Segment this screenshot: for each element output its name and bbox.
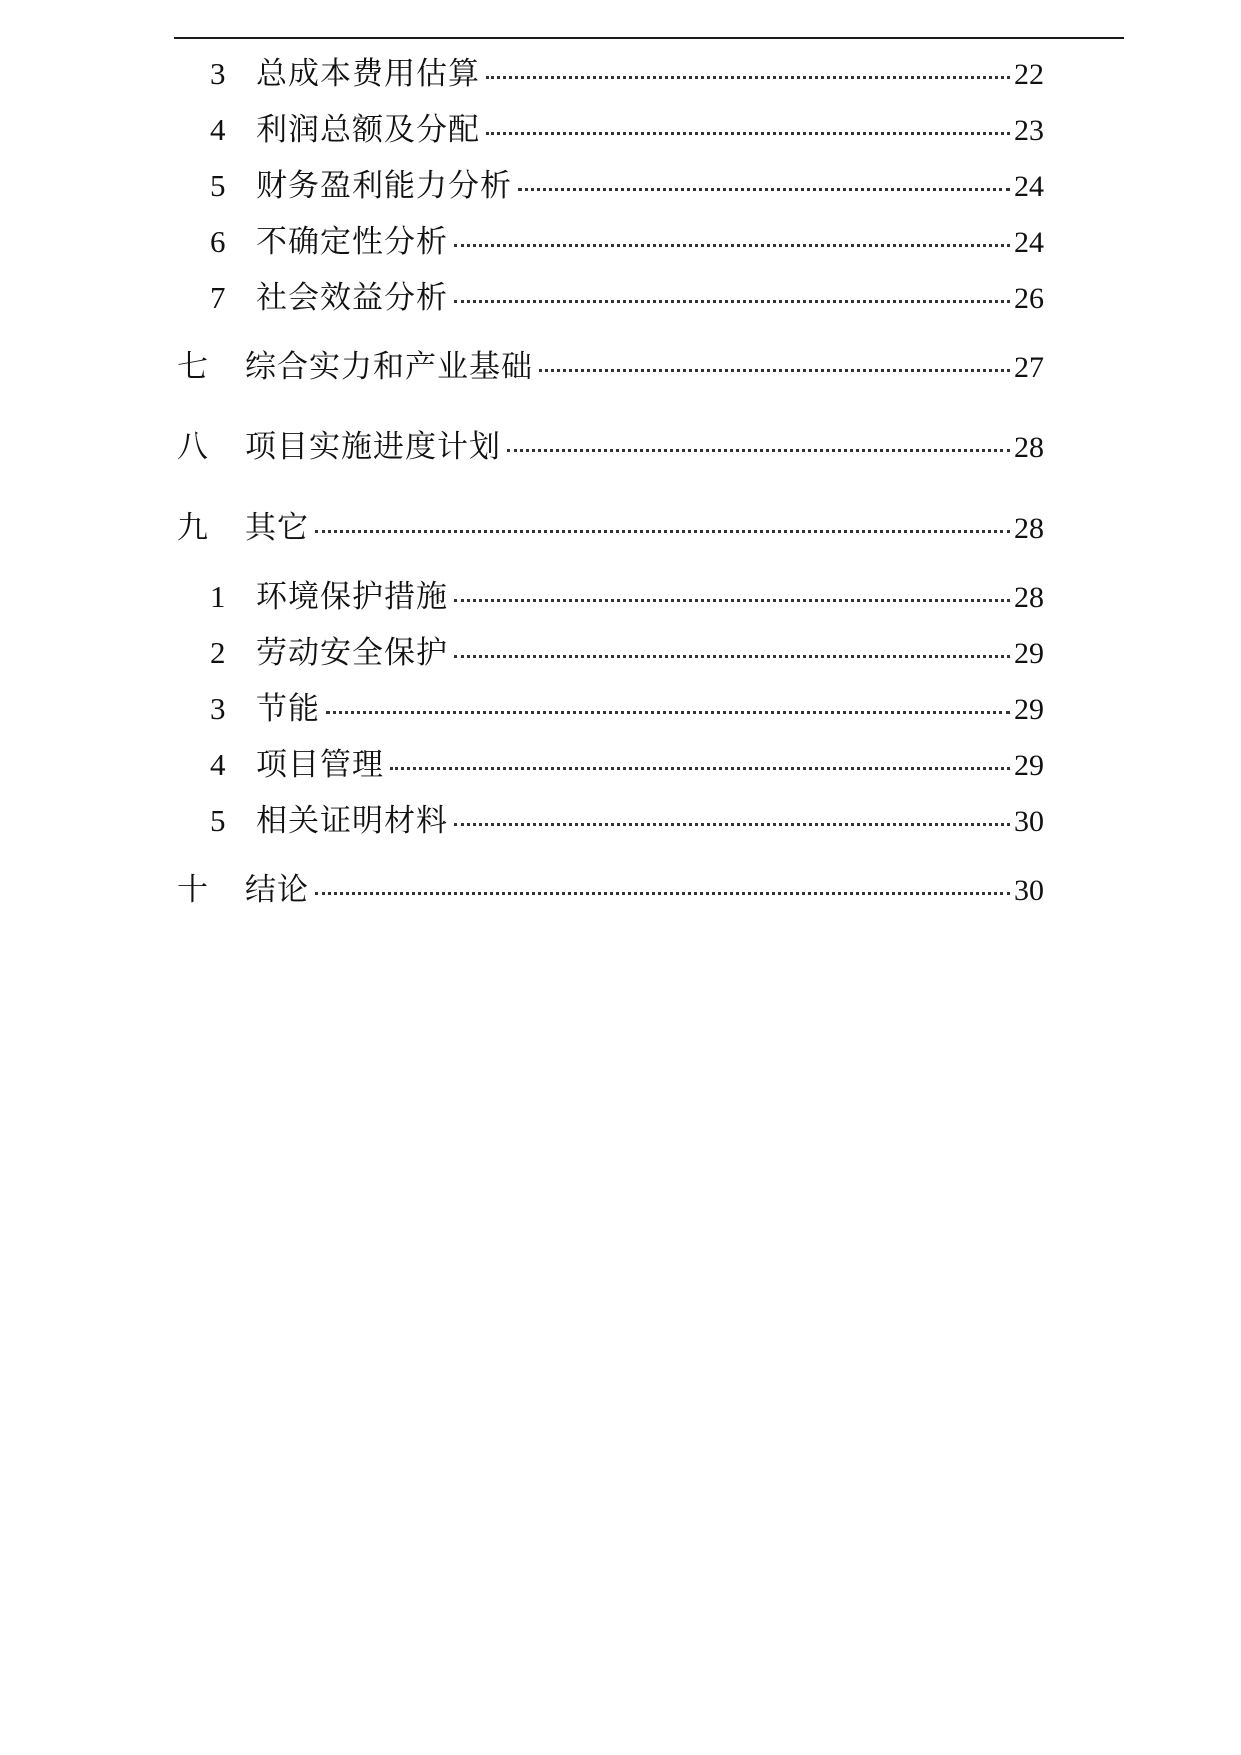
toc-dot-leader: [390, 767, 1010, 770]
toc-entry-title: 相关证明材料: [256, 803, 448, 839]
toc-entry-title: 社会效益分析: [256, 280, 448, 316]
toc-entry-page: 28: [1014, 431, 1044, 464]
toc-entry[interactable]: [210, 104, 1044, 154]
toc-entry[interactable]: [177, 864, 1044, 914]
toc-entry-number: 4: [210, 112, 226, 147]
toc-dot-leader: [518, 188, 1010, 191]
toc-entry[interactable]: [210, 571, 1044, 621]
toc-dot-leader: [507, 449, 1010, 452]
toc-entry[interactable]: [210, 216, 1044, 266]
toc-entry-title: 总成本费用估算: [256, 56, 480, 92]
toc-entry-number: 3: [210, 56, 226, 91]
toc-dot-leader: [454, 823, 1010, 826]
toc-entry[interactable]: [177, 341, 1044, 391]
toc-entry-number: 4: [210, 747, 226, 782]
toc-entry-title: 项目管理: [256, 747, 384, 783]
toc-entry-number: 5: [210, 168, 226, 203]
toc-entry-page: 26: [1014, 282, 1044, 315]
toc-entry[interactable]: [210, 683, 1044, 733]
toc-entry-number: 九: [177, 510, 208, 546]
toc-entry[interactable]: [210, 272, 1044, 322]
toc-entry-page: 30: [1014, 874, 1044, 907]
toc-entry-title: 财务盈利能力分析: [256, 168, 512, 204]
toc-entry-page: 29: [1014, 749, 1044, 782]
toc-entry-number: 2: [210, 635, 226, 670]
toc-dot-leader: [539, 369, 1010, 372]
toc-entry-number: 1: [210, 579, 226, 614]
toc-entry-title: 结论: [245, 872, 309, 908]
toc-entry-title: 不确定性分析: [256, 224, 448, 260]
toc-entry-page: 27: [1014, 351, 1044, 384]
toc-entry[interactable]: [210, 160, 1044, 210]
toc-entry-number: 十: [177, 872, 208, 908]
toc-entry[interactable]: [177, 421, 1044, 471]
toc-entry-page: 30: [1014, 805, 1044, 838]
toc-entry-page: 28: [1014, 512, 1044, 545]
toc-entry-number: 7: [210, 280, 226, 315]
header-rule: [174, 37, 1124, 39]
toc-entry-title: 项目实施进度计划: [245, 429, 501, 465]
toc-entry[interactable]: [177, 502, 1044, 552]
toc-entry[interactable]: [210, 795, 1044, 845]
toc-dot-leader: [486, 76, 1010, 79]
toc-dot-leader: [454, 300, 1010, 303]
toc-dot-leader: [454, 599, 1010, 602]
toc-entry-title: 其它: [245, 510, 309, 546]
toc-dot-leader: [326, 711, 1010, 714]
toc-dot-leader: [454, 244, 1010, 247]
toc-entry-title: 节能: [256, 691, 320, 727]
toc-dot-leader: [486, 132, 1010, 135]
toc-entry-number: 3: [210, 691, 226, 726]
toc-dot-leader: [454, 655, 1010, 658]
toc-dot-leader: [315, 892, 1010, 895]
toc-entry-number: 6: [210, 224, 226, 259]
toc-entry[interactable]: [210, 627, 1044, 677]
toc-dot-leader: [315, 530, 1010, 533]
toc-entry-page: 24: [1014, 170, 1044, 203]
toc-entry-number: 5: [210, 803, 226, 838]
toc-entry-title: 利润总额及分配: [256, 112, 480, 148]
toc-entry-title: 综合实力和产业基础: [245, 349, 533, 385]
toc-entry-page: 22: [1014, 58, 1044, 91]
toc-entry-page: 24: [1014, 226, 1044, 259]
toc-entry-title: 环境保护措施: [256, 579, 448, 615]
toc-entry-number: 八: [177, 429, 208, 465]
toc-entry-page: 28: [1014, 581, 1044, 614]
toc-entry-page: 23: [1014, 114, 1044, 147]
toc-entry-number: 七: [177, 349, 208, 385]
toc-entry-title: 劳动安全保护: [256, 635, 448, 671]
toc-entry[interactable]: [210, 48, 1044, 98]
toc-entry[interactable]: [210, 739, 1044, 789]
toc-entry-page: 29: [1014, 693, 1044, 726]
toc-entry-page: 29: [1014, 637, 1044, 670]
